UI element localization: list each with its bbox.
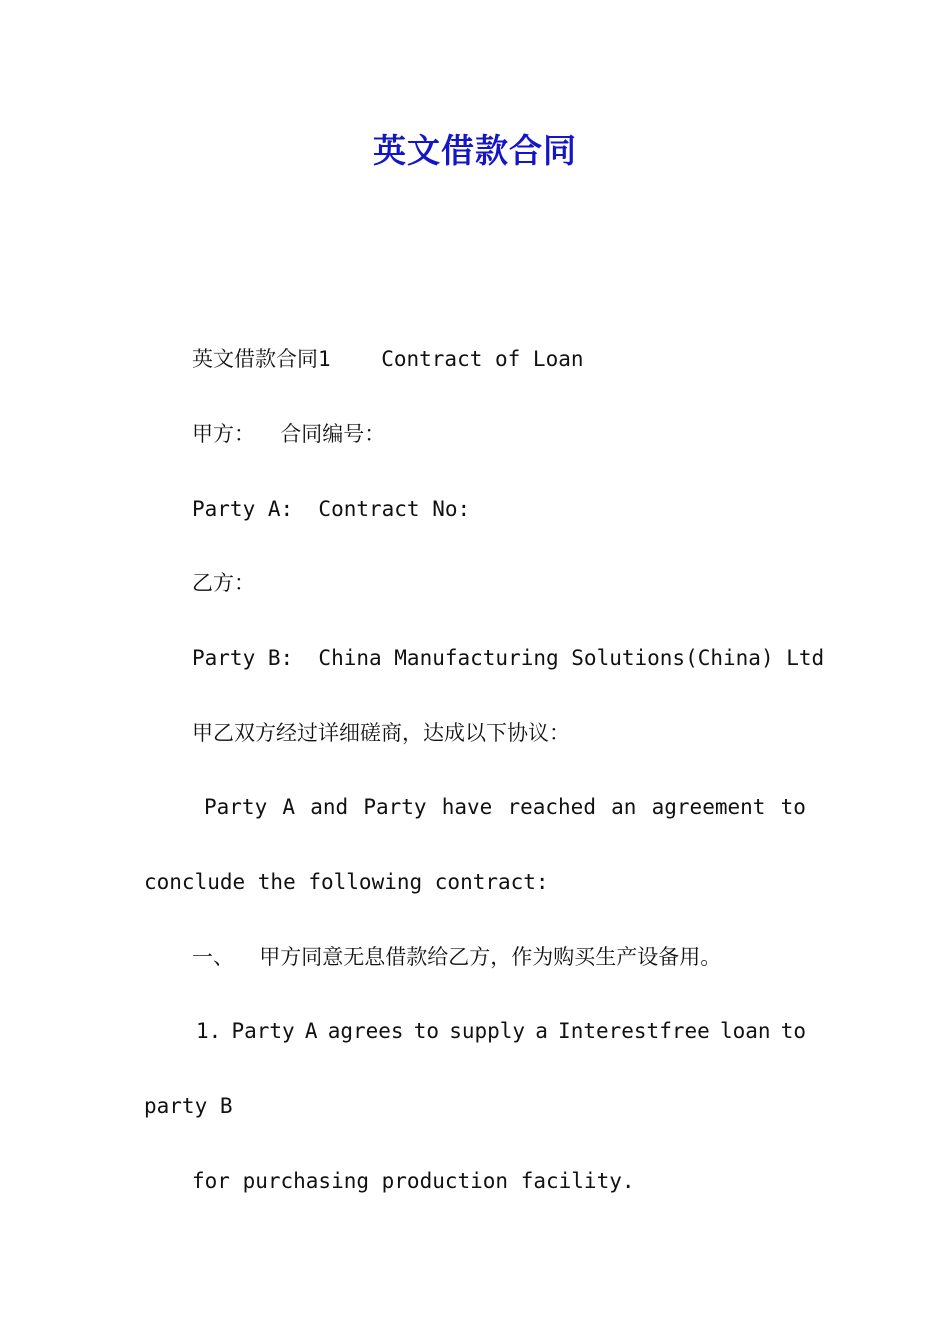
word: to	[780, 795, 806, 819]
word: agrees	[327, 1019, 404, 1043]
contract-heading-line: 英文借款合同1 Contract of Loan	[192, 347, 584, 371]
word: Interestfree	[558, 1019, 710, 1043]
party-b-en: Party B: China Manufacturing Solutions(China) Ltd	[192, 646, 825, 670]
word: loan	[719, 1019, 771, 1043]
clause-1-cn: 一、 甲方同意无息借款给乙方，作为购买生产设备用。	[192, 945, 722, 969]
word: reached	[507, 795, 596, 819]
party-a-contract-no-en: Party A: Contract No:	[192, 497, 471, 521]
clause-1-en-line1	[196, 1016, 806, 1046]
clause-1-en-line3: for purchasing production facility.	[192, 1169, 635, 1193]
word: A	[304, 1019, 318, 1043]
party-b-cn: 乙方：	[192, 571, 255, 595]
word: supply	[449, 1019, 526, 1043]
word: Party	[363, 795, 427, 819]
word: 1.	[196, 1019, 222, 1043]
document-title: 英文借款合同	[373, 131, 577, 170]
party-a-contract-no-cn: 甲方： 合同编号：	[192, 422, 386, 446]
word: Party	[231, 1019, 295, 1043]
word: have	[441, 795, 493, 819]
clause-1-en-line2: party B	[144, 1094, 233, 1118]
agreement-intro-en-line1	[204, 792, 806, 822]
word: Party	[204, 795, 268, 819]
word: to	[780, 1019, 806, 1043]
word: a	[535, 1019, 548, 1043]
agreement-intro-cn: 甲乙双方经过详细磋商，达成以下协议：	[192, 721, 570, 745]
word: to	[413, 1019, 440, 1043]
agreement-intro-en-line2: conclude the following contract:	[144, 870, 549, 894]
word: an	[611, 795, 637, 819]
word: A	[282, 795, 296, 819]
word: agreement	[651, 795, 766, 819]
word: and	[310, 795, 349, 819]
